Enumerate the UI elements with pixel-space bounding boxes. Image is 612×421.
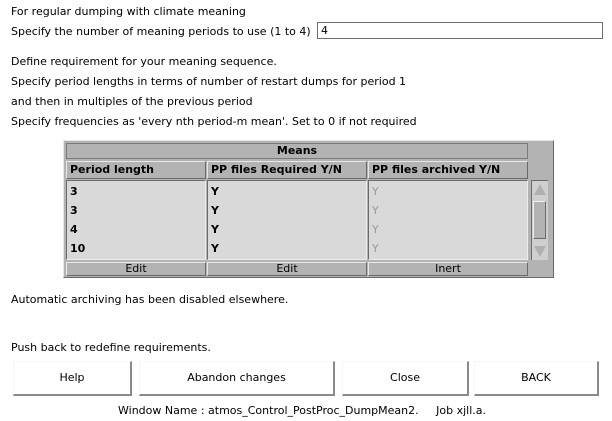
periods-input[interactable]: 4: [317, 22, 603, 39]
column-header-pp-archived: PP files archived Y/N: [368, 161, 528, 179]
period-length-column: [66, 180, 206, 260]
edit-period-length-button[interactable]: Edit: [66, 262, 206, 276]
window-name-text: Window Name : atmos_Control_PostProc_DumpMean2.: [118, 404, 419, 417]
pp-required-cell[interactable]: Y: [211, 185, 219, 198]
intro-text: For regular dumping with climate meaning: [11, 5, 246, 18]
pp-required-cell[interactable]: Y: [211, 204, 219, 217]
window-name-footer: [118, 404, 486, 417]
pp-archived-cell: Y: [372, 223, 379, 236]
pp-archived-cell: Y: [372, 204, 379, 217]
scroll-thumb[interactable]: [533, 201, 546, 239]
inert-pp-archived-label: Inert: [368, 262, 528, 276]
job-name-text: Job xjll.a.: [436, 404, 486, 417]
back-button[interactable]: BACK: [474, 361, 599, 396]
push-back-note: Push back to redefine requirements.: [11, 341, 211, 354]
scroll-up-arrow-icon[interactable]: [534, 184, 546, 195]
pp-required-cell[interactable]: Y: [211, 242, 219, 255]
close-button[interactable]: Close: [342, 361, 469, 396]
table-scrollbar[interactable]: [531, 180, 548, 260]
instruction-line: and then in multiples of the previous period: [11, 95, 253, 108]
archiving-note: Automatic archiving has been disabled elsewhere.: [11, 293, 289, 306]
period-length-cell[interactable]: 3: [70, 185, 78, 198]
pp-required-cell[interactable]: Y: [211, 223, 219, 236]
scroll-down-arrow-icon[interactable]: [534, 246, 546, 257]
abandon-changes-button[interactable]: Abandon changes: [139, 361, 335, 396]
column-header-pp-required: PP files Required Y/N: [207, 161, 367, 179]
means-table: [63, 140, 554, 278]
instruction-line: Specify frequencies as 'every nth period-m mean'. Set to 0 if not required: [11, 115, 417, 128]
period-length-cell[interactable]: 4: [70, 223, 78, 236]
instruction-line: Define requirement for your meaning sequence.: [11, 55, 277, 68]
edit-pp-required-button[interactable]: Edit: [207, 262, 367, 276]
pp-archived-cell: Y: [372, 242, 379, 255]
period-length-cell[interactable]: 10: [70, 242, 86, 255]
pp-archived-column: [368, 180, 528, 260]
period-length-cell[interactable]: 3: [70, 204, 78, 217]
means-table-title: Means: [66, 143, 528, 159]
column-header-period-length: Period length: [66, 161, 206, 179]
help-button[interactable]: Help: [13, 361, 132, 396]
periods-label: Specify the number of meaning periods to use (1 to 4): [11, 25, 311, 38]
instruction-line: Specify period lengths in terms of number of restart dumps for period 1: [11, 75, 407, 88]
pp-archived-cell: Y: [372, 185, 379, 198]
pp-required-column: [207, 180, 367, 260]
